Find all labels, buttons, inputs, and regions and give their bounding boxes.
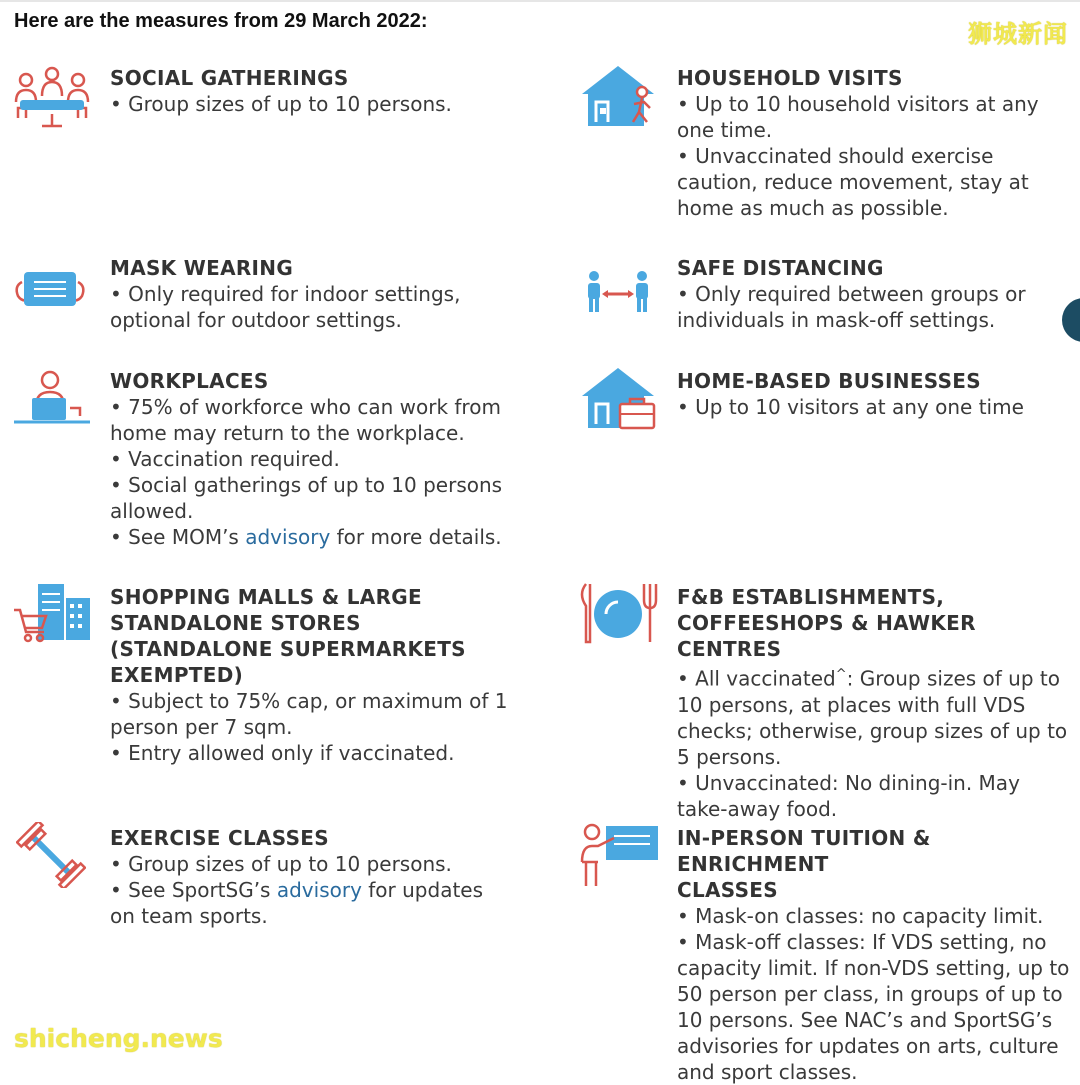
section-title-line: F&B ESTABLISHMENTS, xyxy=(677,585,945,609)
section-line: • Mask-off classes: If VDS setting, no xyxy=(677,930,1047,954)
watermark-bottom: shicheng.news xyxy=(14,1024,223,1053)
section-title: HOUSEHOLD VISITS xyxy=(677,66,903,90)
section-line: • Group sizes of up to 10 persons. xyxy=(110,92,452,116)
mask-icon xyxy=(12,258,92,322)
section-line: caution, reduce movement, stay at xyxy=(677,170,1029,194)
home-business-icon xyxy=(580,366,660,430)
dining-plate-icon xyxy=(578,580,658,646)
section-line: one time. xyxy=(677,118,773,142)
section-line: • 75% of workforce who can work from xyxy=(110,395,501,419)
text-segment: : Group sizes of up to xyxy=(846,666,1060,691)
section-line: 5 persons. xyxy=(677,744,782,769)
section-title-line: COFFEESHOPS & HAWKER CENTRES xyxy=(677,611,976,661)
section-home-based-businesses xyxy=(677,368,1077,420)
distancing-icon xyxy=(582,266,654,316)
section-line: • Entry allowed only if vaccinated. xyxy=(110,741,455,765)
mom-advisory-link[interactable]: advisory xyxy=(245,525,331,549)
section-line: • Up to 10 household visitors at any xyxy=(677,92,1039,116)
section-title-line: (STANDALONE SUPERMARKETS xyxy=(110,637,466,661)
section-title-line: SHOPPING MALLS & LARGE xyxy=(110,585,422,609)
teacher-board-icon xyxy=(578,822,660,890)
dumbbell-icon xyxy=(16,822,86,888)
section-line: optional for outdoor settings. xyxy=(110,308,402,332)
section-in-person-tuition xyxy=(677,825,1077,1085)
section-line: • Unvaccinated should exercise xyxy=(677,144,994,168)
section-line: • Group sizes of up to 10 persons. xyxy=(110,852,452,876)
section-title: MASK WEARING xyxy=(110,256,294,280)
section-title: WORKPLACES xyxy=(110,369,269,393)
section-line: on team sports. xyxy=(110,904,268,928)
people-gathering-icon xyxy=(12,66,92,130)
section-line: checks; otherwise, group sizes of up to xyxy=(677,718,1068,743)
section-fnb xyxy=(677,584,1077,822)
section-line: 50 person per class, in groups of up to xyxy=(677,982,1063,1006)
text-segment: for more details. xyxy=(330,525,502,549)
section-title-line: CLASSES xyxy=(677,878,778,902)
section-line: 10 persons, at places with full VDS xyxy=(677,692,1026,717)
superscript-caret: ^ xyxy=(835,667,847,682)
section-title-line: IN-PERSON TUITION & ENRICHMENT xyxy=(677,826,931,876)
section-line: person per 7 sqm. xyxy=(110,715,293,739)
section-line: • Only required for indoor settings, xyxy=(110,282,461,306)
section-line: • Only required between groups or xyxy=(677,282,1026,306)
shopping-mall-icon xyxy=(12,582,92,646)
section-line: and sport classes. xyxy=(677,1060,858,1084)
section-title: SAFE DISTANCING xyxy=(677,256,884,280)
house-visit-icon xyxy=(580,64,660,128)
section-shopping-malls xyxy=(110,584,560,766)
section-social-gatherings xyxy=(110,65,550,117)
watermark-top: 狮城新闻 xyxy=(968,20,1068,48)
page-title: Here are the measures from 29 March 2022: xyxy=(14,10,428,32)
section-line: take-away food. xyxy=(677,796,838,821)
laptop-worker-icon xyxy=(12,368,92,432)
section-safe-distancing xyxy=(677,255,1077,333)
section-line: advisories for updates on arts, culture xyxy=(677,1034,1059,1058)
section-line: • Unvaccinated: No dining-in. May xyxy=(677,770,1020,795)
section-household-visits xyxy=(677,65,1077,221)
sportsg-advisory-link[interactable]: advisory xyxy=(276,878,362,902)
top-divider xyxy=(0,0,1080,2)
section-title: HOME-BASED BUSINESSES xyxy=(677,369,981,393)
section-line: home as much as possible. xyxy=(677,196,949,220)
section-workplaces xyxy=(110,368,560,550)
section-line: capacity limit. If non-VDS setting, up to xyxy=(677,956,1070,980)
section-line: allowed. xyxy=(110,499,194,523)
section-title-line: STANDALONE STORES xyxy=(110,611,361,635)
section-line: • Up to 10 visitors at any one time xyxy=(677,395,1024,419)
section-line xyxy=(677,662,1077,692)
text-segment: • See MOM’s xyxy=(110,525,246,549)
text-segment: • All vaccinated xyxy=(677,666,836,691)
section-line xyxy=(110,524,560,550)
section-title: SOCIAL GATHERINGS xyxy=(110,66,349,90)
section-line: • Vaccination required. xyxy=(110,447,340,471)
text-segment: • See SportSG’s xyxy=(110,878,277,902)
section-exercise-classes xyxy=(110,825,560,929)
section-line: individuals in mask-off settings. xyxy=(677,308,996,332)
section-line: • Social gatherings of up to 10 persons xyxy=(110,473,503,497)
section-line: home may return to the workplace. xyxy=(110,421,465,445)
section-line: • Mask-on classes: no capacity limit. xyxy=(677,904,1044,928)
section-title: EXERCISE CLASSES xyxy=(110,826,329,850)
section-line xyxy=(110,877,560,903)
section-title-line: EXEMPTED) xyxy=(110,663,244,687)
text-segment: for updates xyxy=(361,878,484,902)
section-mask-wearing xyxy=(110,255,550,333)
section-line: • Subject to 75% cap, or maximum of 1 xyxy=(110,689,508,713)
section-line: 10 persons. See NAC’s and SportSG’s xyxy=(677,1008,1053,1032)
